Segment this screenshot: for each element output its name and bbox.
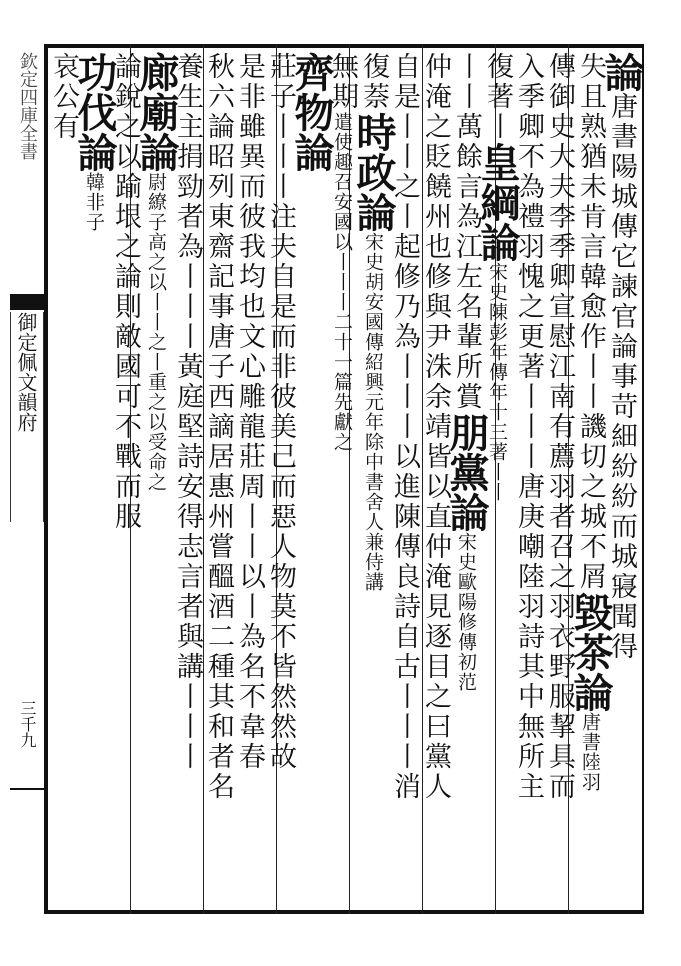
body-text: 復著丨: [482, 52, 513, 142]
annotation-text: 宋史歐陽修傳初范: [455, 532, 477, 692]
annotation-text: 韓非子: [83, 172, 105, 232]
text-column: [327, 52, 361, 912]
entry-heading: 毀茶論: [567, 592, 614, 712]
body-text: 論銳之以踰垠之論則敵國可不戰而服: [110, 52, 141, 532]
entry-heading: 時政論: [350, 112, 397, 232]
text-column: [203, 52, 237, 912]
annotation-text: 宋史胡安國傳紹興元年除中書舍人兼侍講: [362, 232, 384, 592]
body-text: 丨丨萬餘言為江左名輩所賞: [451, 52, 482, 412]
annotation-text: 唐書陸羽: [579, 712, 601, 792]
text-column: [48, 52, 82, 912]
text-column: [567, 52, 614, 912]
margin-running-head: 欽定四庫全書: [17, 52, 38, 160]
text-column: [350, 52, 397, 912]
text-column: [544, 52, 578, 912]
folio-number: 三千九: [10, 700, 44, 790]
entry-heading: 廊廟論: [133, 52, 180, 172]
body-text: 入季卿不為禮羽愧之更著丨丨丨唐庚嘲陸羽詩其中無所主: [513, 52, 544, 802]
annotation-text: 遣使趣召安國以丨丨丨二十一篇先獻之: [331, 112, 353, 452]
text-column: [420, 52, 454, 912]
body-text: 無期: [327, 52, 358, 112]
body-text: 哀公有: [48, 52, 79, 142]
entry-heading: 論: [598, 52, 645, 92]
text-column: [71, 52, 118, 912]
body-text: 失且熟猶未肯言韓愈作丨丨譏切之城不屑: [575, 52, 606, 592]
body-text: 秋六論昭列東齋記事唐子西謫居惠州嘗醞酒二種其和者名: [203, 52, 234, 802]
body-text: 唐書陽城傳它諫官論事苛細紛紛而城寢聞得: [606, 92, 637, 662]
entry-heading: 皇綱論: [474, 142, 521, 262]
entry-heading: 齊物論: [288, 52, 335, 172]
body-text: 仲淹之貶饒州也修與尹洙余靖皆以直仲淹見逐目之曰黨人: [420, 52, 451, 802]
text-column: [133, 52, 180, 912]
body-text: 養生主捐勁者為丨丨丨黃庭堅詩安得志言者與講丨丨丨: [172, 52, 203, 772]
spine-title: 御定佩文韻府: [10, 312, 44, 522]
text-column: [265, 52, 299, 912]
entry-heading: 功伐論: [71, 52, 118, 172]
text-column: [110, 52, 144, 912]
text-column: [288, 52, 335, 912]
text-column: [172, 52, 206, 912]
text-column: [234, 52, 268, 912]
body-text: 是非雖異而彼我均也文心雕龍莊周丨丨以丨為名不韋春: [234, 52, 265, 772]
body-text: 自是丨丨之丨起修乃為丨丨丨以進陳傳良詩自古丨丨丨消: [389, 52, 420, 802]
annotation-text: 尉繚子高之以丨丨之丨重之以受命之: [145, 172, 167, 492]
body-text: 傳御史大夫李季卿宣慰江南有薦羽者召之羽衣野服挈具而: [544, 52, 575, 802]
entry-heading: 朋黨論: [443, 412, 490, 532]
text-column: [443, 52, 490, 912]
annotation-text: 宋史陳彭年傳年十三著丨丨: [486, 262, 508, 502]
body-text: 莊子丨丨丨注夫自是而非彼美己而惡人物莫不皆然然故: [265, 52, 296, 772]
body-text: 復萘: [358, 52, 389, 112]
text-column: [598, 52, 645, 912]
fishtail-mark: [10, 294, 44, 310]
